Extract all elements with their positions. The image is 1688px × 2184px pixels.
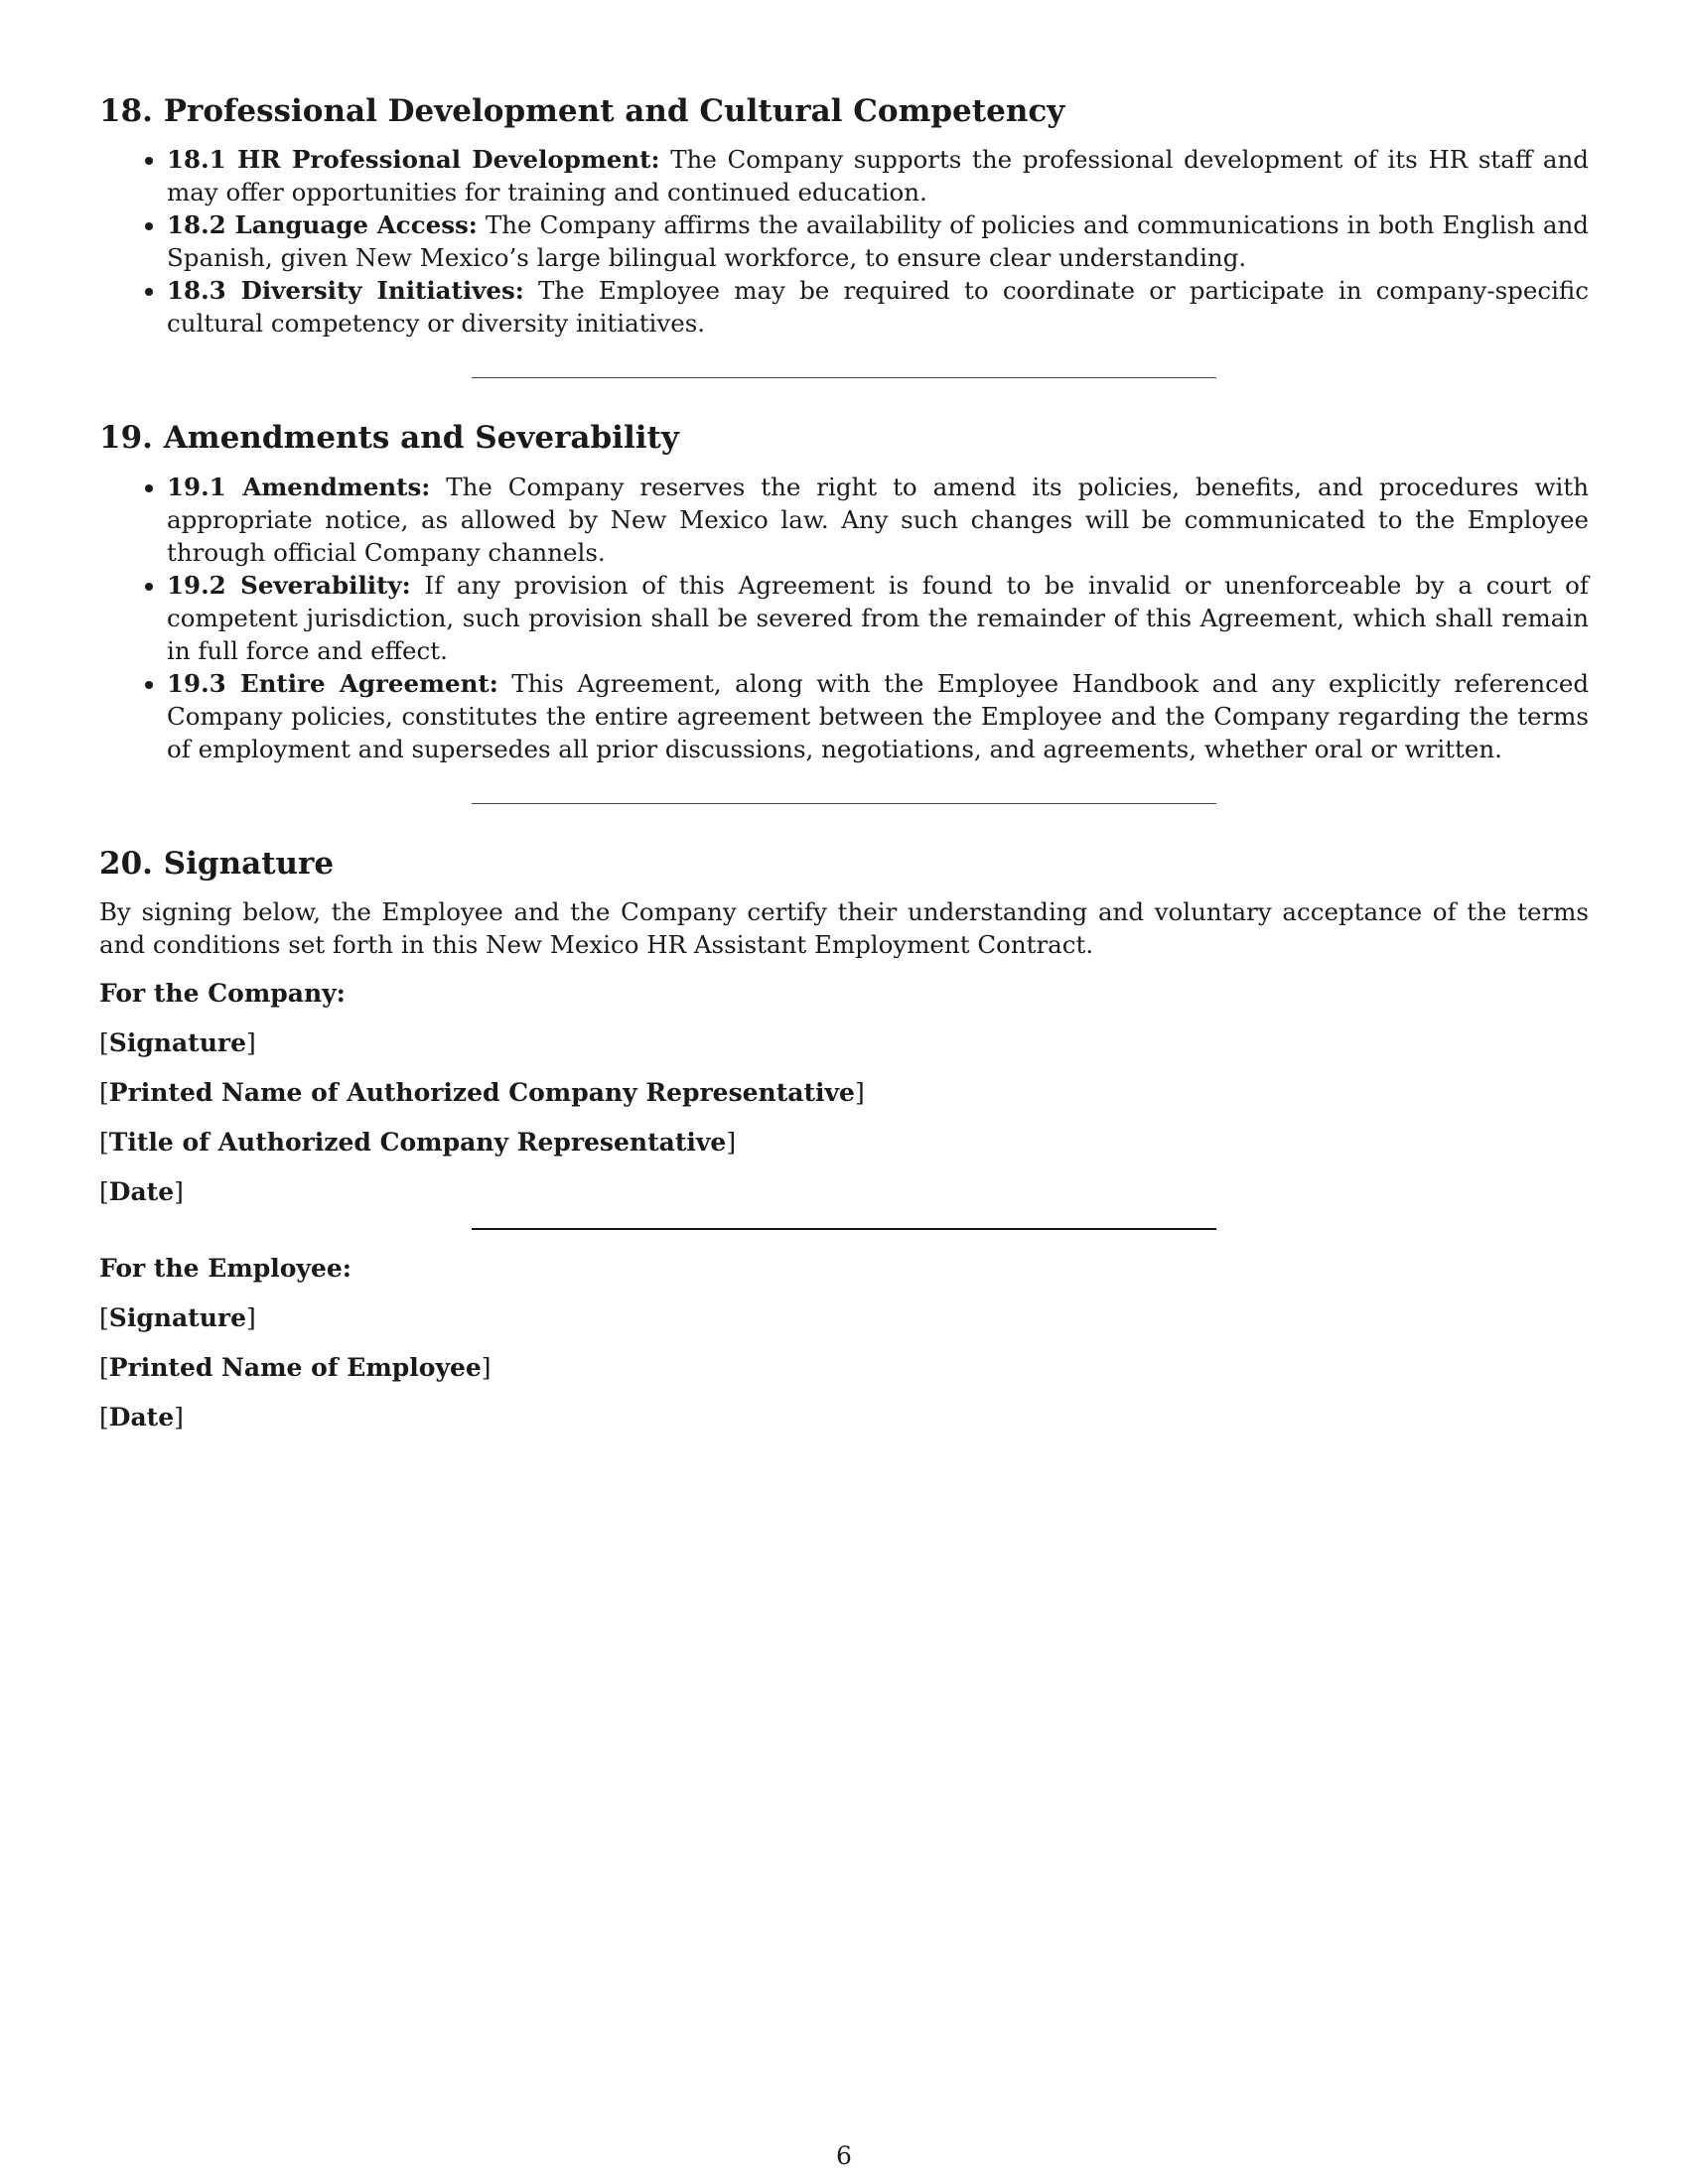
clause-term: 19.2 Severability:	[167, 570, 411, 600]
clause-item	[167, 274, 1589, 340]
signature-placeholder: [Signature]	[99, 1027, 256, 1057]
clause-item	[167, 569, 1589, 667]
signature-intro: By signing below, the Employee and the Company certify their understanding and voluntary acceptance of the terms and conditions set forth in this New Mexico HR Assistant Employment Contract.	[99, 896, 1589, 959]
clause-text: If any provision of this Agreement is found to be invalid or unenforceable by a court of competent jurisdiction, such provision shall be severed from the remainder of this Agreement, which shall remain in full force and effect.	[167, 570, 1589, 665]
section-divider	[472, 803, 1216, 804]
section-divider	[472, 377, 1216, 378]
clause-term: 18.3 Diversity Initiatives:	[167, 276, 524, 306]
signature-placeholder: [Signature]	[99, 1302, 256, 1332]
clause-term: 18.1 HR Professional Development:	[167, 145, 660, 175]
date-placeholder: [Date]	[99, 1176, 184, 1206]
clause-text: The Company reserves the right to amend its policies, benefits, and procedures with appropriate notice, as allowed by New Mexico law. Any such changes will be communicated to the Employee through official Company channels.	[167, 472, 1589, 567]
document-page	[99, 91, 1589, 1450]
section-title: 20. Signature	[99, 845, 335, 882]
clause-text: This Agreement, along with the Employee Handbook and any explicitly referenced Company policies, constitutes the entire agreement between the Employee and the Company regarding the terms of employment and supersedes all prior discussions, negotiations, and agreements, whether oral or written.	[167, 668, 1590, 763]
section-20	[99, 844, 1589, 1208]
clause-term: 19.1 Amendments:	[167, 472, 431, 501]
clause-text: The Employee may be required to coordinate or participate in company-specific cultural competency or diversity initiatives.	[167, 276, 1589, 339]
page-number: 6	[836, 2141, 852, 2170]
section-title: 19. Amendments and Severability	[99, 420, 679, 457]
clause-item	[167, 667, 1589, 765]
clause-list	[99, 471, 1589, 765]
clause-text: The Company supports the professional development of its HR staff and may offer opportunities for training and continued education.	[167, 145, 1589, 207]
section-title: 18. Professional Development and Cultural Competency	[99, 93, 1065, 129]
employee-signature-block	[99, 1252, 1589, 1433]
employee-signature-heading: For the Employee:	[99, 1253, 352, 1283]
clause-text: The Company affirms the availability of policies and communications in both English and Spanish, given New Mexico’s large bilingual workforce, to ensure clear understanding.	[167, 210, 1589, 273]
date-placeholder: [Date]	[99, 1402, 184, 1432]
clause-item	[167, 143, 1589, 208]
clause-term: 19.3 Entire Agreement:	[167, 668, 498, 698]
signature-divider	[472, 1228, 1216, 1230]
section-19	[99, 418, 1589, 764]
clause-list	[99, 143, 1589, 340]
clause-item	[167, 208, 1589, 274]
clause-term: 18.2 Language Access:	[167, 210, 478, 240]
title-placeholder: [Title of Authorized Company Representative]	[99, 1127, 737, 1157]
section-18	[99, 91, 1589, 340]
clause-item	[167, 471, 1589, 569]
printed-name-placeholder: [Printed Name of Authorized Company Representative]	[99, 1077, 865, 1107]
printed-name-placeholder: [Printed Name of Employee]	[99, 1352, 492, 1382]
company-signature-heading: For the Company:	[99, 978, 346, 1008]
